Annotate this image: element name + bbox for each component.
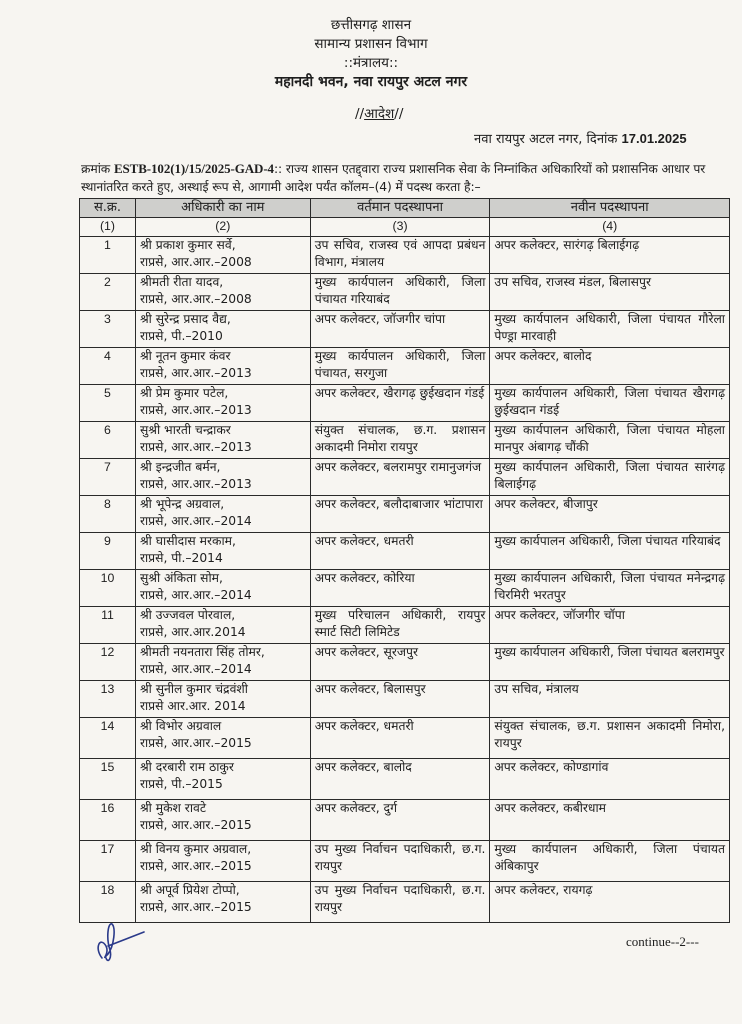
ref-label: क्रमांक <box>81 162 111 176</box>
new-posting: अपर कलेक्टर, बीजापुर <box>490 496 730 533</box>
officer-cell <box>135 385 310 422</box>
officer-service: राप्रसे, आर.आर.–2013 <box>139 403 252 417</box>
new-posting: उप सचिव, राजस्व मंडल, बिलासपुर <box>490 274 730 311</box>
officer-cell <box>135 237 310 274</box>
current-posting: उप मुख्य निर्वाचन पदाधिकारी, छ.ग. रायपुर <box>310 882 490 923</box>
column-number: (1) <box>80 218 136 237</box>
table-row <box>80 607 730 644</box>
officer-service: राप्रसे, आर.आर.–2014 <box>139 514 252 528</box>
new-posting: अपर कलेक्टर, कोण्डागांव <box>490 759 730 800</box>
new-posting: मुख्य कार्यपालन अधिकारी, जिला पंचायत सारंगढ़ बिलाईगढ़ <box>490 459 730 496</box>
new-posting: मुख्य कार्यपालन अधिकारी, जिला पंचायत अंबिकापुर <box>490 841 730 882</box>
ministry-label: ::मंत्रालय:: <box>343 55 399 71</box>
serial-number: 2 <box>80 274 136 311</box>
ref-number: ESTB-102(1)/15/2025-GAD-4 <box>113 161 274 176</box>
continue-note: continue--2--- <box>626 934 699 949</box>
officer-name: श्री दरबारी राम ठाकुर <box>139 760 234 774</box>
serial-number: 10 <box>80 570 136 607</box>
title-suffix: // <box>394 106 404 122</box>
new-posting: मुख्य कार्यपालन अधिकारी, जिला पंचायत बलरामपुर <box>490 644 730 681</box>
officer-cell <box>135 570 310 607</box>
officer-cell <box>135 681 310 718</box>
table-row <box>80 348 730 385</box>
current-posting: अपर कलेक्टर, दुर्ग <box>310 800 490 841</box>
column-number: (4) <box>490 218 730 237</box>
serial-number: 14 <box>80 718 136 759</box>
serial-number: 4 <box>80 348 136 385</box>
current-posting: अपर कलेक्टर, जॉजगीर चांपा <box>310 311 490 348</box>
officer-service: राप्रसे आर.आर. 2014 <box>139 699 246 713</box>
table-row <box>80 841 730 882</box>
current-posting: उप मुख्य निर्वाचन पदाधिकारी, छ.ग. रायपुर <box>310 841 490 882</box>
place-date-line <box>474 129 687 147</box>
table-row <box>80 718 730 759</box>
intro-text: :: राज्य शासन एतद्द्वारा राज्य प्रशासनिक सेवा के निम्नांकित अधिकारियों को प्रशासनिक आधार पर स्थानांतरित करते हुए, अस्थाई रूप से, आगामी आदेश पर्यंत कॉलम–(4) में पदस्थ करता है:– <box>81 162 706 194</box>
officer-cell <box>135 459 310 496</box>
officer-name: श्री प्रेम कुमार पटेल, <box>139 386 229 400</box>
table-row <box>80 459 730 496</box>
officer-service: राप्रसे, आर.आर.–2013 <box>139 440 252 454</box>
office-address: महानदी भवन, नवा रायपुर अटल नगर <box>274 74 468 90</box>
serial-number: 12 <box>80 644 136 681</box>
officer-service: राप्रसे, आर.आर.–2015 <box>139 859 252 873</box>
serial-number: 5 <box>80 385 136 422</box>
table-row <box>80 644 730 681</box>
current-posting: अपर कलेक्टर, धमतरी <box>310 533 490 570</box>
table-row <box>80 422 730 459</box>
officer-service: राप्रसे, पी.–2010 <box>139 329 223 343</box>
officer-cell <box>135 496 310 533</box>
officer-name: श्री अपूर्व प्रियेश टोप्पो, <box>139 883 240 897</box>
table-row <box>80 570 730 607</box>
table-row <box>80 759 730 800</box>
new-posting: मुख्य कार्यपालन अधिकारी, जिला पंचायत गौरेला पेण्ड्रा मारवाही <box>490 311 730 348</box>
current-posting: अपर कलेक्टर, बालोद <box>310 759 490 800</box>
current-posting: अपर कलेक्टर, बिलासपुर <box>310 681 490 718</box>
current-posting: अपर कलेक्टर, खैरागढ़ छुईखदान गंडई <box>310 385 490 422</box>
officer-cell <box>135 800 310 841</box>
government-name: छत्तीसगढ़ शासन <box>330 17 412 33</box>
new-posting: संयुक्त संचालक, छ.ग. प्रशासन अकादमी निमोरा, रायपुर <box>490 718 730 759</box>
officer-service: राप्रसे, पी.–2014 <box>139 551 223 565</box>
order-date: 17.01.2025 <box>621 131 687 146</box>
officer-cell <box>135 348 310 385</box>
officer-name: श्री मुकेश रावटे <box>139 801 207 815</box>
officer-cell <box>135 607 310 644</box>
current-posting: मुख्य कार्यपालन अधिकारी, जिला पंचायत गरियाबंद <box>310 274 490 311</box>
officer-name: श्री उज्जवल पोरवाल, <box>139 608 236 622</box>
table-header-row <box>80 199 730 218</box>
officer-name: सुश्री अंकिता सोम, <box>139 571 223 585</box>
serial-number: 18 <box>80 882 136 923</box>
officer-name: श्रीमती रीता यादव, <box>139 275 224 289</box>
order-place: नवा रायपुर अटल नगर, दिनांक <box>474 132 618 147</box>
serial-number: 3 <box>80 311 136 348</box>
officer-cell <box>135 533 310 570</box>
officer-service: राप्रसे, आर.आर.–2015 <box>139 900 252 914</box>
table-row <box>80 800 730 841</box>
officer-service: राप्रसे, आर.आर.–2013 <box>139 477 252 491</box>
header-current-posting: वर्तमान पदस्थापना <box>310 199 490 218</box>
officer-cell <box>135 422 310 459</box>
new-posting: अपर कलेक्टर, रायगढ़ <box>490 882 730 923</box>
new-posting: उप सचिव, मंत्रालय <box>490 681 730 718</box>
order-intro <box>81 160 731 196</box>
officer-service: राप्रसे, आर.आर.–2008 <box>139 292 252 306</box>
table-row <box>80 311 730 348</box>
title-prefix: // <box>355 106 365 122</box>
current-posting: अपर कलेक्टर, धमतरी <box>310 718 490 759</box>
department-name: सामान्य प्रशासन विभाग <box>314 36 428 52</box>
officer-cell <box>135 841 310 882</box>
table-row <box>80 237 730 274</box>
header-serial: स.क्र. <box>80 199 136 218</box>
current-posting: उप सचिव, राजस्व एवं आपदा प्रबंधन विभाग, मंत्रालय <box>310 237 490 274</box>
serial-number: 15 <box>80 759 136 800</box>
new-posting: अपर कलेक्टर, कबीरधाम <box>490 800 730 841</box>
current-posting: अपर कलेक्टर, सूरजपुर <box>310 644 490 681</box>
officer-name: श्री विनय कुमार अग्रवाल, <box>139 842 252 856</box>
officer-cell <box>135 311 310 348</box>
officer-service: राप्रसे, आर.आर.–2008 <box>139 255 252 269</box>
current-posting: अपर कलेक्टर, बलौदाबाजार भांटापारा <box>310 496 490 533</box>
new-posting: अपर कलेक्टर, जॉजगीर चॉपा <box>490 607 730 644</box>
serial-number: 11 <box>80 607 136 644</box>
officer-name: श्री इन्द्रजीत बर्मन, <box>139 460 221 474</box>
officer-service: राप्रसे, आर.आर.2014 <box>139 625 246 639</box>
order-heading: आदेश <box>364 106 395 122</box>
new-posting: अपर कलेक्टर, सारंगढ़ बिलाईगढ़ <box>490 237 730 274</box>
serial-number: 1 <box>80 237 136 274</box>
officer-service: राप्रसे, आर.आर.–2014 <box>139 588 252 602</box>
serial-number: 16 <box>80 800 136 841</box>
order-title <box>355 104 403 122</box>
officer-service: राप्रसे, आर.आर.–2013 <box>139 366 252 380</box>
new-posting: मुख्य कार्यपालन अधिकारी, जिला पंचायत मोहला मानपुर अंबागढ़ चौंकी <box>490 422 730 459</box>
serial-number: 9 <box>80 533 136 570</box>
letterhead <box>0 16 742 92</box>
officer-name: श्री भूपेन्द्र अग्रवाल, <box>139 497 225 511</box>
officer-name: श्री नूतन कुमार कंवर <box>139 349 231 363</box>
header-officer-name: अधिकारी का नाम <box>135 199 310 218</box>
new-posting: अपर कलेक्टर, बालोद <box>490 348 730 385</box>
new-posting: मुख्य कार्यपालन अधिकारी, जिला पंचायत मनेन्द्रगढ़ चिरमिरी भरतपुर <box>490 570 730 607</box>
current-posting: अपर कलेक्टर, बलरामपुर रामानुजगंज <box>310 459 490 496</box>
current-posting: अपर कलेक्टर, कोरिया <box>310 570 490 607</box>
new-posting: मुख्य कार्यपालन अधिकारी, जिला पंचायत खैरागढ़ छुईखदान गंडई <box>490 385 730 422</box>
new-posting: मुख्य कार्यपालन अधिकारी, जिला पंचायत गरियाबंद <box>490 533 730 570</box>
table-row <box>80 882 730 923</box>
officer-service: राप्रसे, आर.आर.–2014 <box>139 662 252 676</box>
officer-name: श्री घासीदास मरकाम, <box>139 534 236 548</box>
officer-name: श्री सुरेन्द्र प्रसाद वैद्य, <box>139 312 231 326</box>
officer-cell <box>135 882 310 923</box>
officer-cell <box>135 718 310 759</box>
table-row <box>80 496 730 533</box>
officer-service: राप्रसे, आर.आर.–2015 <box>139 818 252 832</box>
officer-name: सुश्री भारती चन्द्राकर <box>139 423 231 437</box>
current-posting: मुख्य परिचालन अधिकारी, रायपुर स्मार्ट सिटी लिमिटेड <box>310 607 490 644</box>
officer-cell <box>135 759 310 800</box>
column-number: (2) <box>135 218 310 237</box>
table-row <box>80 533 730 570</box>
officer-name: श्री सुनील कुमार चंद्रवंशी <box>139 682 248 696</box>
column-number: (3) <box>310 218 490 237</box>
column-number-row <box>80 218 730 237</box>
current-posting: मुख्य कार्यपालन अधिकारी, जिला पंचायत, सरगुजा <box>310 348 490 385</box>
current-posting: संयुक्त संचालक, छ.ग. प्रशासन अकादमी निमोरा रायपुर <box>310 422 490 459</box>
officer-cell <box>135 274 310 311</box>
signature <box>88 918 148 968</box>
table-row <box>80 681 730 718</box>
officer-service: राप्रसे, पी.–2015 <box>139 777 223 791</box>
serial-number: 6 <box>80 422 136 459</box>
officer-name: श्री प्रकाश कुमार सर्वे, <box>139 238 236 252</box>
table-row <box>80 385 730 422</box>
table-row <box>80 274 730 311</box>
officer-cell <box>135 644 310 681</box>
serial-number: 8 <box>80 496 136 533</box>
serial-number: 7 <box>80 459 136 496</box>
officer-service: राप्रसे, आर.आर.–2015 <box>139 736 252 750</box>
header-new-posting: नवीन पदस्थापना <box>490 199 730 218</box>
serial-number: 17 <box>80 841 136 882</box>
officer-name: श्री विभोर अग्रवाल <box>139 719 222 733</box>
serial-number: 13 <box>80 681 136 718</box>
officer-name: श्रीमती नयनतारा सिंह तोमर, <box>139 645 265 659</box>
transfer-table <box>79 198 730 923</box>
